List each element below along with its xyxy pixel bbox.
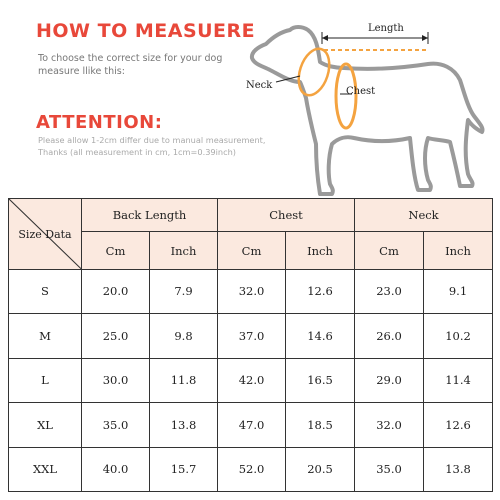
value-cell: 18.5 — [286, 403, 355, 447]
value-cell: 11.8 — [150, 358, 218, 402]
value-cell: 10.2 — [424, 314, 493, 358]
table-row — [9, 358, 493, 402]
size-cell: L — [9, 358, 82, 402]
size-cell: XL — [9, 403, 82, 447]
value-cell: 29.0 — [355, 358, 424, 402]
instruction-line: To choose the correct size for your dog — [38, 53, 223, 64]
value-cell: 35.0 — [355, 447, 424, 491]
size-cell: S — [9, 269, 82, 313]
back-length-header: Back Length — [82, 199, 218, 232]
table-row — [9, 403, 493, 447]
length-label: Length — [368, 23, 404, 34]
unit-header-inch: Inch — [286, 232, 355, 269]
value-cell: 7.9 — [150, 269, 218, 313]
chest-label: Chest — [346, 86, 376, 97]
value-cell: 35.0 — [82, 403, 150, 447]
table-row — [9, 447, 493, 491]
unit-header-inch: Inch — [424, 232, 493, 269]
unit-header-cm: Cm — [218, 232, 286, 269]
value-cell: 23.0 — [355, 269, 424, 313]
value-cell: 52.0 — [218, 447, 286, 491]
value-cell: 14.6 — [286, 314, 355, 358]
value-cell: 9.1 — [424, 269, 493, 313]
value-cell: 26.0 — [355, 314, 424, 358]
unit-header-inch: Inch — [150, 232, 218, 269]
table-row — [9, 269, 493, 313]
neck-label: Neck — [246, 80, 273, 91]
value-cell: 16.5 — [286, 358, 355, 402]
value-cell: 20.0 — [82, 269, 150, 313]
value-cell: 12.6 — [424, 403, 493, 447]
value-cell: 32.0 — [218, 269, 286, 313]
how-to-measure-title: HOW TO MEASUERE — [36, 20, 256, 42]
value-cell: 13.8 — [424, 447, 493, 491]
measure-instructions — [38, 52, 222, 78]
value-cell: 11.4 — [424, 358, 493, 402]
value-cell: 25.0 — [82, 314, 150, 358]
size-data-corner-cell — [9, 199, 82, 270]
value-cell: 37.0 — [218, 314, 286, 358]
instruction-line: measure llike this: — [38, 66, 125, 77]
unit-header-cm: Cm — [82, 232, 150, 269]
value-cell: 15.7 — [150, 447, 218, 491]
value-cell: 9.8 — [150, 314, 218, 358]
size-chart-table — [8, 198, 493, 492]
value-cell: 30.0 — [82, 358, 150, 402]
unit-header-cm: Cm — [355, 232, 424, 269]
value-cell: 40.0 — [82, 447, 150, 491]
attention-title: ATTENTION: — [36, 112, 163, 133]
size-data-label: Size Data — [18, 227, 72, 241]
value-cell: 13.8 — [150, 403, 218, 447]
neck-header: Neck — [355, 199, 493, 232]
size-cell: M — [9, 314, 82, 358]
dog-measurement-diagram — [232, 8, 500, 198]
value-cell: 47.0 — [218, 403, 286, 447]
size-cell: XXL — [9, 447, 82, 491]
dog-silhouette-icon — [232, 8, 500, 198]
table-row — [9, 314, 493, 358]
value-cell: 32.0 — [355, 403, 424, 447]
value-cell: 42.0 — [218, 358, 286, 402]
value-cell: 12.6 — [286, 269, 355, 313]
chest-header: Chest — [218, 199, 355, 232]
attention-line: Thanks (all measurement in cm, 1cm=0.39inch) — [38, 147, 236, 157]
value-cell: 20.5 — [286, 447, 355, 491]
attention-line: Please allow 1-2cm differ due to manual measurement, — [38, 135, 266, 145]
